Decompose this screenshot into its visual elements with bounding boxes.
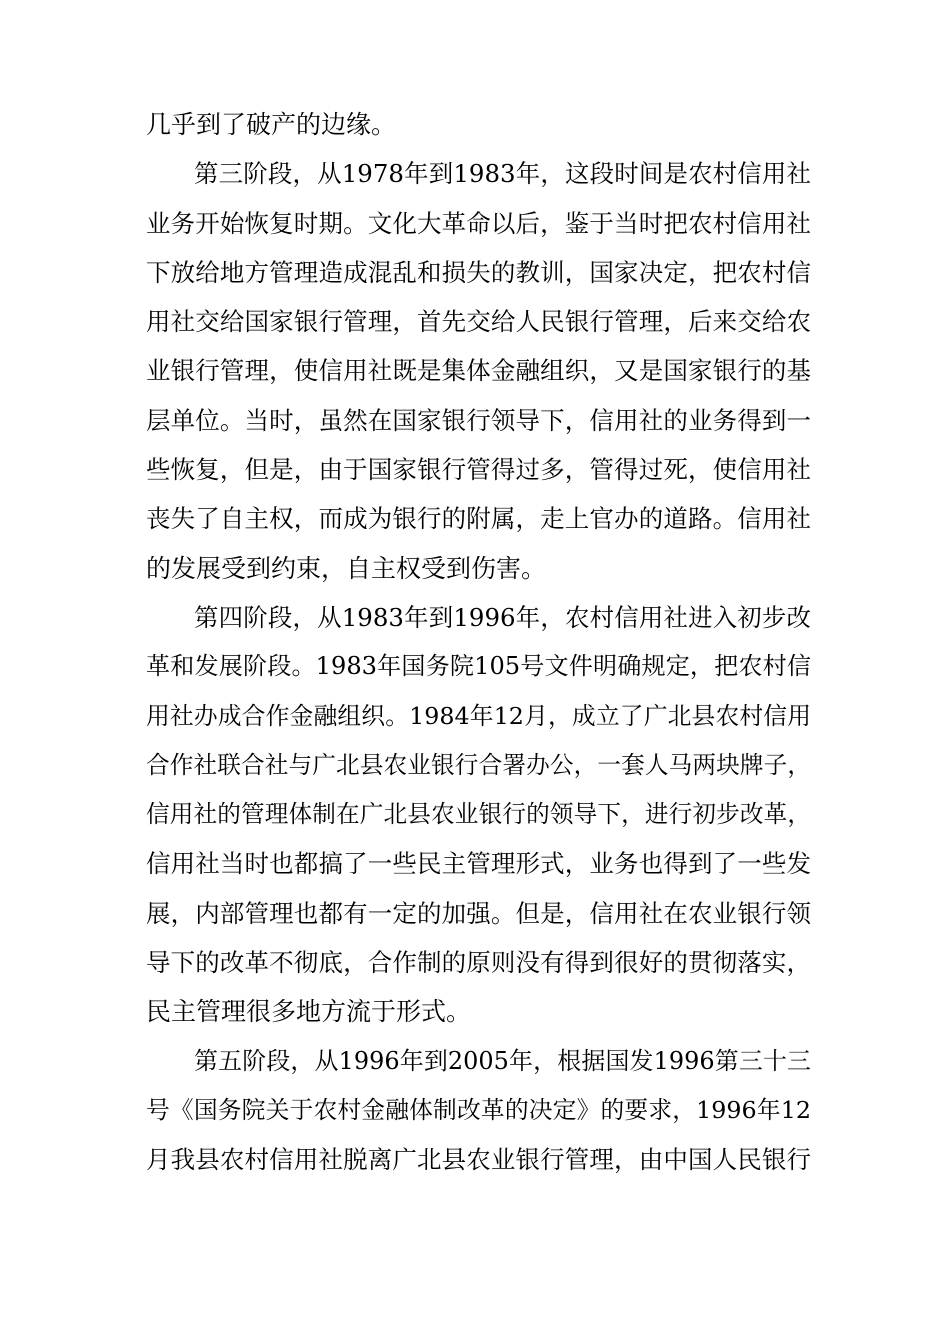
document-body (146, 100, 811, 1185)
text-line: 合作社联合社与广北县农业银行合署办公，一套人马两块牌子， (146, 750, 811, 779)
text-line: 第四阶段，从1983年到1996年，农村信用社进入初步改 (194, 602, 811, 632)
text-line: 第五阶段，从1996年到2005年，根据国发1996第三十三 (194, 1046, 811, 1075)
text-line: 信用社的管理体制在广北县农业银行的领导下，进行初步改革， (146, 800, 811, 829)
text-line: 信用社当时也都搞了一些民主管理形式，业务也得到了一些发 (146, 849, 811, 879)
text-line: 月我县农村信用社脱离广北县农业银行管理，由中国人民银行 (146, 1145, 811, 1175)
text-line: 业务开始恢复时期。文化大革命以后，鉴于当时把农村信用社 (146, 208, 811, 238)
text-line: 层单位。当时，虽然在国家银行领导下，信用社的业务得到一 (146, 405, 811, 435)
text-line: 下放给地方管理造成混乱和损失的教训，国家决定，把农村信 (146, 257, 811, 287)
text-line: 几乎到了破产的边缘。 (146, 110, 397, 139)
text-line: 些恢复，但是，由于国家银行管得过多，管得过死，使信用社 (146, 455, 811, 485)
text-line: 丧失了自主权，而成为银行的附属，走上官办的道路。信用社 (146, 504, 811, 534)
text-line: 导下的改革不彻底，合作制的原则没有得到很好的贯彻落实， (146, 948, 811, 978)
text-line: 革和发展阶段。1983年国务院105号文件明确规定，把农村信 (146, 652, 811, 681)
text-line: 用社交给国家银行管理，首先交给人民银行管理，后来交给农 (146, 307, 811, 337)
text-line: 第三阶段，从1978年到1983年，这段时间是农村信用社 (194, 159, 811, 189)
text-line: 业银行管理，使信用社既是集体金融组织，又是国家银行的基 (146, 356, 811, 386)
text-line: 展，内部管理也都有一定的加强。但是，信用社在农业银行领 (146, 898, 811, 928)
text-line: 号《国务院关于农村金融体制改革的决定》的要求，1996年12 (146, 1095, 811, 1124)
text-line: 的发展受到约束，自主权受到伤害。 (146, 553, 547, 583)
text-line: 民主管理很多地方流于形式。 (146, 997, 472, 1027)
text-line: 用社办成合作金融组织。1984年12月，成立了广北县农村信用 (146, 701, 811, 730)
